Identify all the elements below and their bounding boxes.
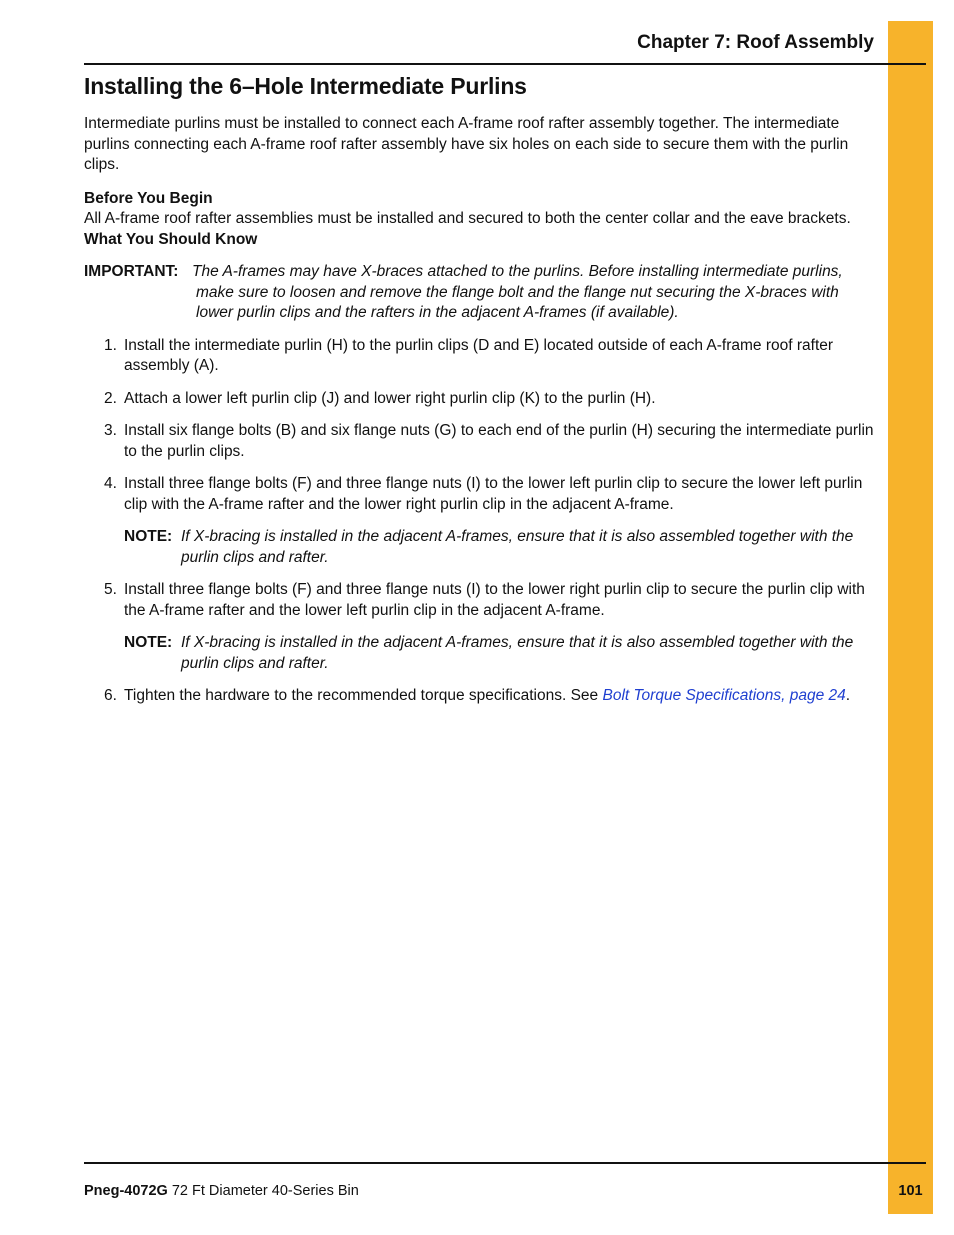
step-number: 2. — [104, 389, 117, 407]
what-you-should-know-heading: What You Should Know — [84, 230, 258, 248]
step-number: 6. — [104, 687, 117, 704]
list-item — [84, 389, 876, 410]
step-text: Install three flange bolts (F) and three flange nuts (I) to the lower left purlin clip to secure the lower left purlin clip with the A-frame rafter and the lower right purlin clip in the adjacent A-frame. — [124, 475, 863, 513]
footer-document — [84, 1183, 359, 1199]
chapter-side-tab — [888, 21, 933, 1214]
page-content — [84, 72, 876, 719]
list-item — [84, 336, 876, 377]
list-item — [84, 580, 876, 674]
note-text: If X-bracing is installed in the adjacent A-frames, ensure that it is also assembled together with the purlin clips and rafter. — [181, 528, 854, 566]
step-number: 5. — [104, 581, 117, 598]
step-note — [124, 527, 876, 568]
bolt-torque-link[interactable]: Bolt Torque Specifications, page 24 — [602, 687, 846, 704]
step-text: Attach a lower left purlin clip (J) and lower right purlin clip (K) to the purlin (H). — [124, 389, 656, 407]
step-text: Install six flange bolts (B) and six flange nuts (G) to each end of the purlin (H) securing the intermediate purlin to the purlin clips. — [124, 422, 874, 460]
important-label: IMPORTANT: — [84, 263, 179, 280]
important-notice — [84, 262, 876, 324]
footer-doc-title: 72 Ft Diameter 40-Series Bin — [171, 1183, 359, 1199]
before-you-begin-text: All A-frame roof rafter assemblies must be installed and secured to both the center collar and the eave brackets. — [84, 210, 851, 227]
step-text: Tighten the hardware to the recommended torque specifications. See — [124, 687, 603, 704]
step-number: 4. — [104, 475, 117, 492]
step-text: Install the intermediate purlin (H) to the purlin clips (D and E) located outside of each A-frame roof rafter assembly (A). — [124, 336, 834, 374]
list-item — [84, 686, 876, 707]
footer-rule — [84, 1162, 926, 1164]
before-you-begin-heading: Before You Begin — [84, 189, 213, 207]
note-label: NOTE: — [124, 528, 173, 545]
intro-paragraph: Intermediate purlins must be installed to connect each A-frame roof rafter assembly together. The intermediate purlins connecting each A-frame roof rafter assembly have six holes on each side to secure them with the purlin clips. — [84, 115, 849, 173]
step-text-end: . — [845, 687, 851, 704]
page-title: Installing the 6–Hole Intermediate Purlins — [84, 73, 527, 99]
footer-doc-id: Pneg-4072G — [84, 1183, 168, 1199]
step-number: 3. — [104, 422, 117, 439]
note-text: If X-bracing is installed in the adjacent A-frames, ensure that it is also assembled together with the purlin clips and rafter. — [181, 634, 854, 672]
important-text: The A-frames may have X-braces attached to the purlins. Before installing intermediate purlins, make sure to loosen and remove the flange bolt and the flange nut securing the X-braces with lower purlin clips and the rafters in the adjacent A-frames (if available). — [192, 263, 843, 321]
step-note — [124, 633, 876, 674]
list-item — [84, 421, 876, 462]
steps-list — [84, 336, 876, 707]
list-item — [84, 474, 876, 568]
page-number: 101 — [898, 1183, 923, 1199]
step-text: Install three flange bolts (F) and three flange nuts (I) to the lower right purlin clip to secure the purlin clip with the A-frame rafter and the lower left purlin clip in the adjacent A-frame. — [124, 581, 865, 619]
note-label: NOTE: — [124, 634, 173, 651]
step-number: 1. — [104, 336, 117, 354]
chapter-heading: Chapter 7: Roof Assembly — [637, 32, 874, 53]
header-rule — [84, 63, 926, 65]
